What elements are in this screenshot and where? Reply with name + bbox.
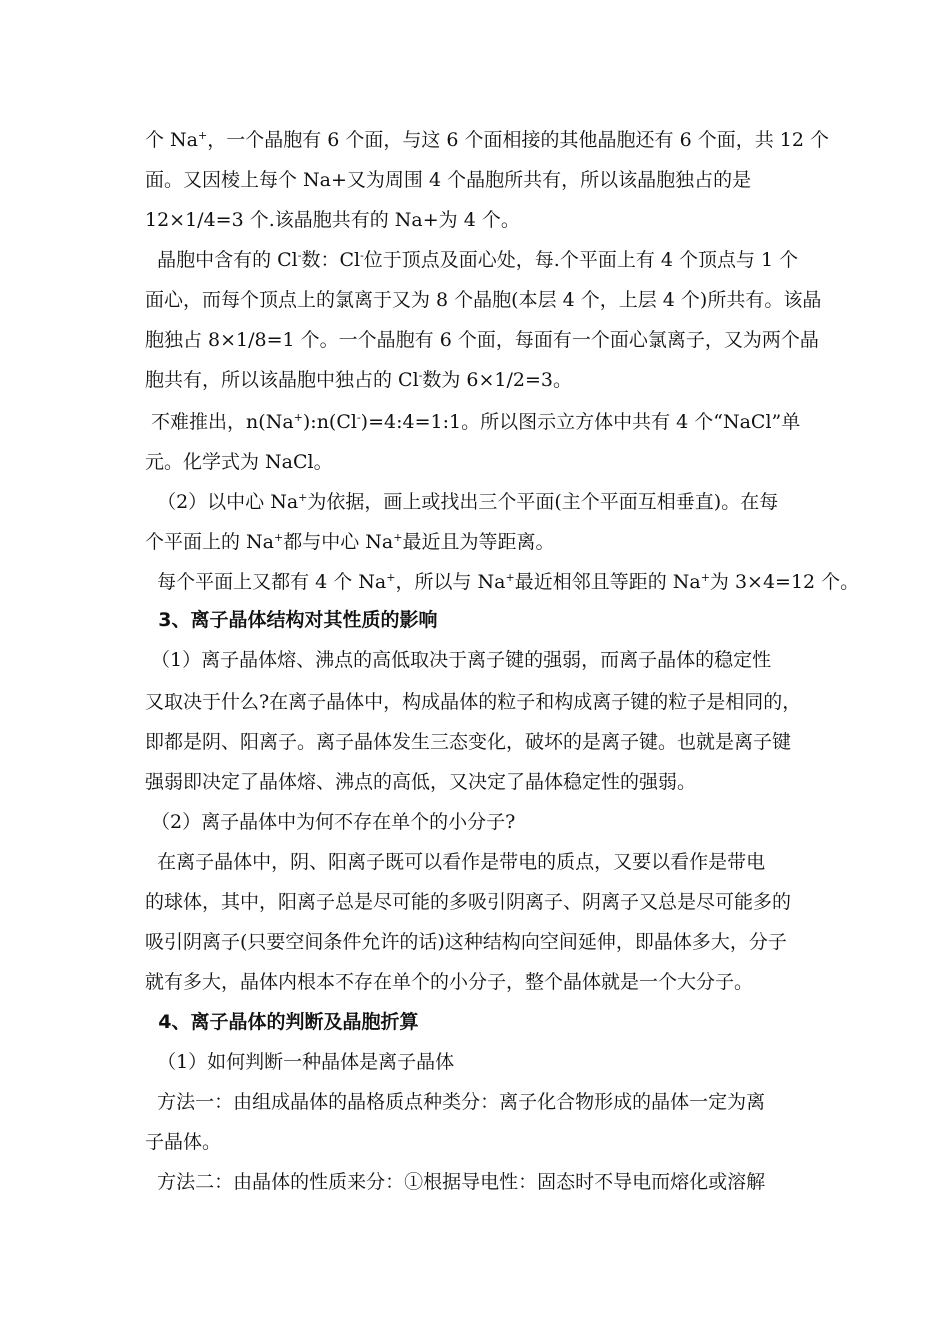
- text-line: [145, 128, 950, 152]
- text-run: 在离子晶体中，阴、阳离子既可以看作是带电的质点，又要以看作是带电: [145, 851, 766, 873]
- superscript-charge: +: [700, 571, 710, 584]
- text-run: 面心，而每个顶点上的氯离于又为 8 个晶胞(本层 4 个，上层 4 个)所共有。该晶: [145, 289, 822, 311]
- text-line: [145, 410, 950, 434]
- text-line: [145, 770, 950, 794]
- superscript-charge: -: [297, 249, 302, 262]
- text-run: 晶胞中含有的 Cl: [145, 249, 298, 271]
- text-run: 元。化学式为 NaCl。: [145, 451, 333, 473]
- text-line: [145, 288, 950, 312]
- text-line: [145, 570, 950, 594]
- text-run: 每个平面上又都有 4 个 Na: [145, 571, 387, 593]
- text-run: ):n(Cl: [302, 411, 357, 433]
- text-run: （1）离子晶体熔、沸点的高低取决于离子键的强弱，而离子晶体的稳定性: [145, 649, 772, 671]
- text-run: 的球体，其中，阳离子总是尽可能的多吸引阴离子、阴离子又总是尽可能多的: [145, 891, 792, 913]
- text-run: 吸引阴离子(只要空间条件允许的话)这种结构向空间延伸，即晶体多大，分子: [145, 931, 787, 953]
- text-line: [145, 730, 950, 754]
- superscript-charge: +: [298, 491, 308, 504]
- text-line: [145, 1130, 950, 1154]
- text-line: [145, 450, 950, 474]
- superscript-charge: -: [418, 369, 423, 382]
- text-run: 位于顶点及面心处，每.个平面上有 4 个顶点与 1 个: [363, 249, 799, 271]
- text-run: 胞共有，所以该晶胞中独占的 Cl: [145, 369, 419, 391]
- text-run: 为依据，画上或找出三个平面(主个平面互相垂直)。在每: [307, 491, 779, 513]
- text-run: 不难推出，n(Na: [145, 411, 294, 433]
- superscript-charge: -: [360, 249, 364, 262]
- text-line: [145, 850, 950, 874]
- text-run: 3、离子晶体结构对其性质的影响: [145, 609, 438, 631]
- text-run: 个 Na: [145, 129, 198, 151]
- text-run: 面。又因棱上每个 Na+又为周围 4 个晶胞所共有，所以该晶胞独占的是: [145, 169, 752, 191]
- superscript-charge: -: [356, 411, 361, 424]
- text-run: ，所以与 Na: [395, 571, 506, 593]
- text-line: [145, 648, 950, 672]
- text-run: 为 3×4=12 个。: [709, 571, 860, 593]
- superscript-charge: +: [274, 531, 284, 544]
- text-line: [145, 368, 950, 392]
- text-run: 强弱即决定了晶体熔、沸点的高低，又决定了晶体稳定性的强弱。: [145, 771, 697, 793]
- text-line: [145, 490, 950, 514]
- text-run: 胞独占 8×1/8=1 个。一个晶胞有 6 个面，每面有一个面心氯离子，又为两个晶: [145, 329, 819, 351]
- text-run: （2）以中心 Na: [145, 491, 299, 513]
- text-line: [145, 328, 950, 352]
- text-run: 又取决于什么?在离子晶体中，构成晶体的粒子和构成离子键的粒子是相同的，: [145, 691, 802, 713]
- text-run: 子晶体。: [145, 1131, 222, 1153]
- text-run: 都与中心 Na: [283, 531, 394, 553]
- text-run: 方法一：由组成晶体的晶格质点种类分：离子化合物形成的晶体一定为离: [145, 1091, 766, 1113]
- text-run: 4、离子晶体的判断及晶胞折算: [145, 1011, 419, 1033]
- text-line: [145, 1090, 950, 1114]
- text-run: （2）离子晶体中为何不存在单个的小分子?: [145, 811, 516, 833]
- superscript-charge: +: [505, 571, 515, 584]
- text-line: [145, 890, 950, 914]
- text-line: [145, 1050, 950, 1074]
- text-line: [145, 930, 950, 954]
- text-line: [145, 208, 950, 232]
- superscript-charge: +: [393, 531, 403, 544]
- text-line: [145, 810, 950, 834]
- text-run: 就有多大，晶体内根本不存在单个的小分子，整个晶体就是一个大分子。: [145, 971, 754, 993]
- text-run: 12×1/4=3 个.该晶胞共有的 Na+为 4 个。: [145, 209, 520, 231]
- text-run: 个平面上的 Na: [145, 531, 274, 553]
- text-line: [145, 168, 950, 192]
- text-run: 最近且为等距离。: [402, 531, 555, 553]
- text-line: [145, 248, 950, 272]
- text-line: [145, 970, 950, 994]
- section-heading: [145, 608, 950, 632]
- text-run: 最近相邻且等距的 Na: [514, 571, 701, 593]
- text-run: （1）如何判断一种晶体是离子晶体: [145, 1051, 455, 1073]
- text-run: 即都是阴、阳离子。离子晶体发生三态变化，破坏的是离子键。也就是离子键: [145, 731, 792, 753]
- section-heading: [145, 1010, 950, 1034]
- text-run: )=4:4=1:1。所以图示立方体中共有 4 个“NaCl”单: [360, 411, 801, 433]
- superscript-charge: +: [293, 411, 303, 424]
- text-line: [145, 690, 950, 714]
- superscript-charge: +: [386, 571, 396, 584]
- superscript-charge: +: [198, 129, 208, 142]
- text-line: [145, 1170, 950, 1194]
- text-run: 方法二：由晶体的性质来分：①根据导电性：固态时不导电而熔化或溶解: [145, 1171, 766, 1193]
- text-run: 数为 6×1/2=3。: [422, 369, 573, 391]
- text-line: [145, 530, 950, 554]
- text-run: ，一个晶胞有 6 个面，与这 6 个面相接的其他晶胞还有 6 个面，共 12 个: [207, 129, 829, 151]
- text-run: 数：Cl: [301, 249, 361, 271]
